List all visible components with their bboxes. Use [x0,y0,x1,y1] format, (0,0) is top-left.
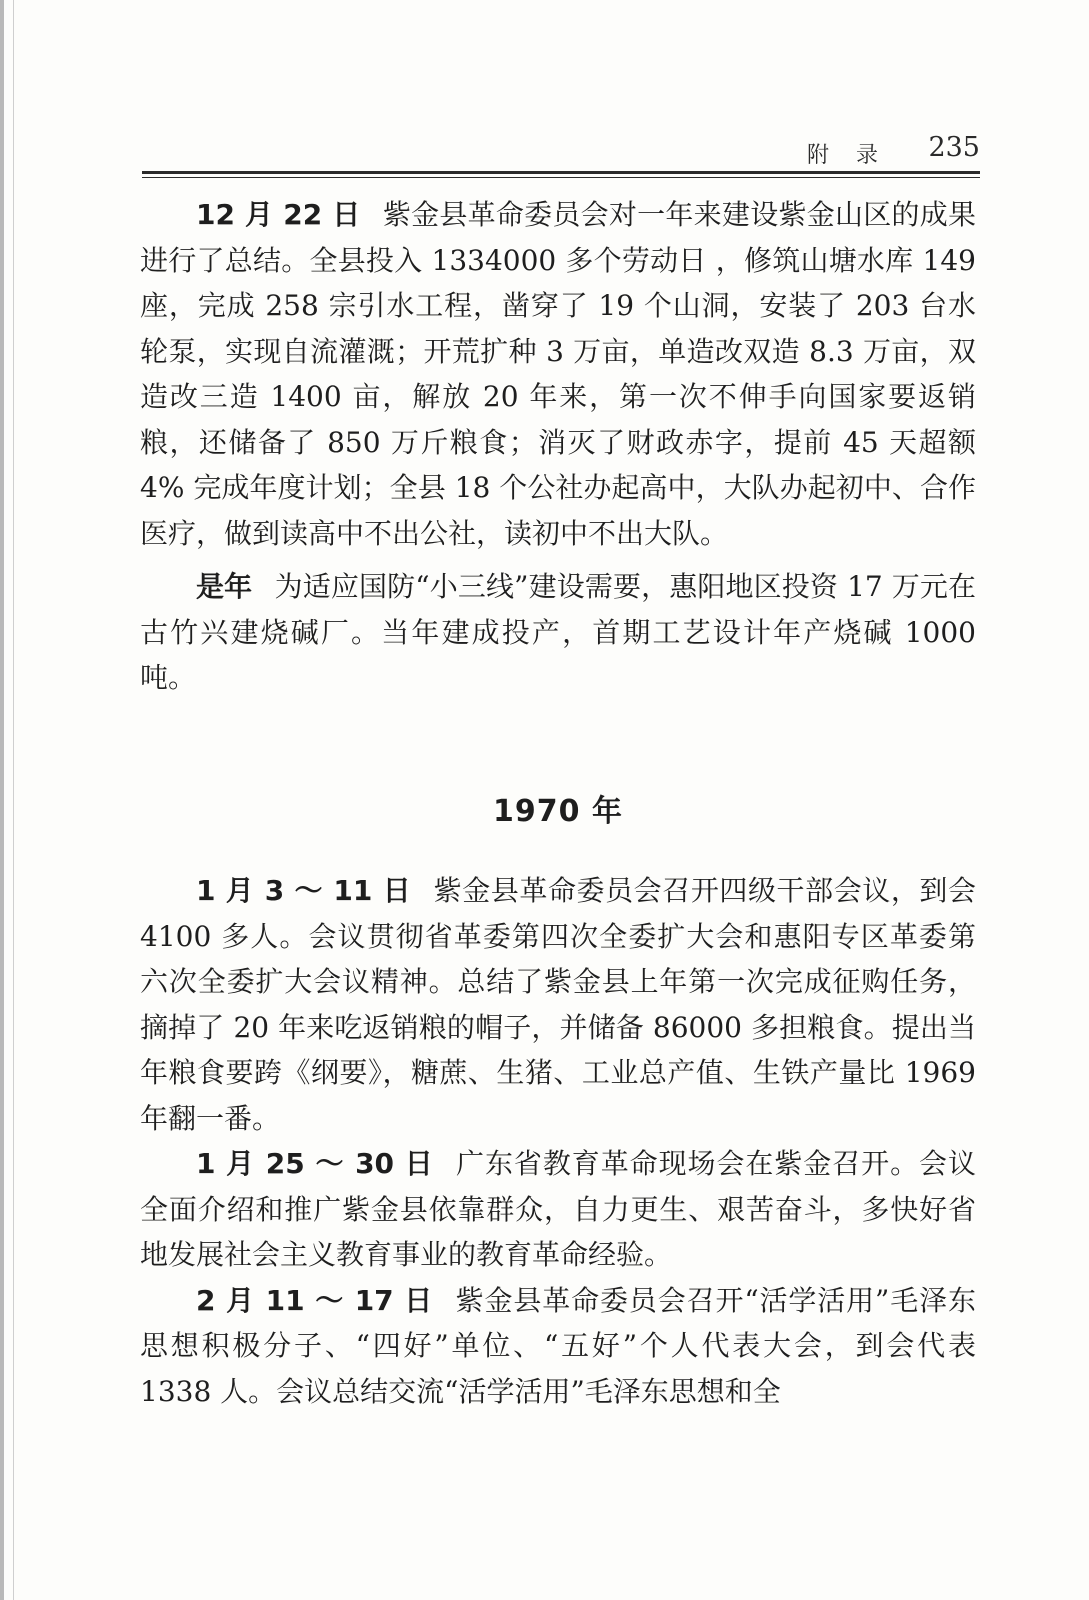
entry-date: 是年 [196,570,253,603]
entry-paragraph [140,1278,976,1415]
entry-paragraph [140,868,976,1141]
entry-paragraph [140,1141,976,1278]
entry-date: 1 月 3 ～ 11 日 [196,874,412,907]
entries-1969 [140,192,976,701]
entry-date: 1 月 25 ～ 30 日 [196,1147,434,1180]
entry-date: 12 月 22 日 [196,198,361,231]
year-heading: 1970 年 [493,794,623,829]
entry-date: 2 月 11 ～ 17 日 [196,1283,434,1317]
entry-text: 为适应国防“小三线”建设需要，惠阳地区投资 17 万元在古竹兴建烧碱厂。当年建成投产，首期工艺设计年产烧碱 1000 吨。 [140,570,976,694]
entries-1970 [140,868,976,1414]
entry-paragraph [140,192,976,556]
entry-paragraph [140,564,976,701]
entry-text: 紫金县革命委员会召开“活学活用”毛泽东思想积极分子、“四好”单位、“五好”个人代表大会，到会代表 1338 人。会议总结交流“活学活用”毛泽东思想和全 [140,1283,976,1408]
entry-text: 紫金县革命委员会对一年来建设紫金山区的成果进行了总结。全县投入 1334000 多个劳动日 ，修筑山塘水库 149 座，完成 258 宗引水工程，凿穿了 19 个山洞，安装了 203 台水轮泵，实现自流灌溉；开荒扩种 3 万亩，单造改双造 8.3 万亩，双造改三造 1400 亩，解放 20 年来，第一次不伸手向国家要返销粮，还储备了 850 万斤粮食；消灭了财政赤字，提前 45 天超额 4% 完成年度计划；全县 18 个公社办起高中，大队办起初中、合作医疗，做到读高中不出公社，读初中不出大队。 [140,198,976,550]
entry-text: 广东省教育革命现场会在紫金召开。会议全面介绍和推广紫金县依靠群众，自力更生、艰苦奋斗，多快好省地发展社会主义教育事业的教育革命经验。 [140,1147,976,1271]
page-edge-line [13,0,14,1600]
header-rule-thin [142,177,980,178]
entry-text: 紫金县革命委员会召开四级干部会议，到会 4100 多人。会议贯彻省革委第四次全委扩大会和惠阳专区革委第六次全委扩大会议精神。总结了紫金县上年第一次完成征购任务，摘掉了 20 年来吃返销粮的帽子，并储备 86000 多担粮食。提出当年粮食要跨《纲要》，糖蔗、生猪、工业总产值、生铁产量比 1969 年翻一番。 [140,874,976,1135]
page-edge-shadow [0,0,4,1600]
running-head: 附 录 [807,143,888,168]
header-rule-thick [142,171,980,174]
page-header [140,128,980,174]
page-number: 235 [928,132,980,163]
